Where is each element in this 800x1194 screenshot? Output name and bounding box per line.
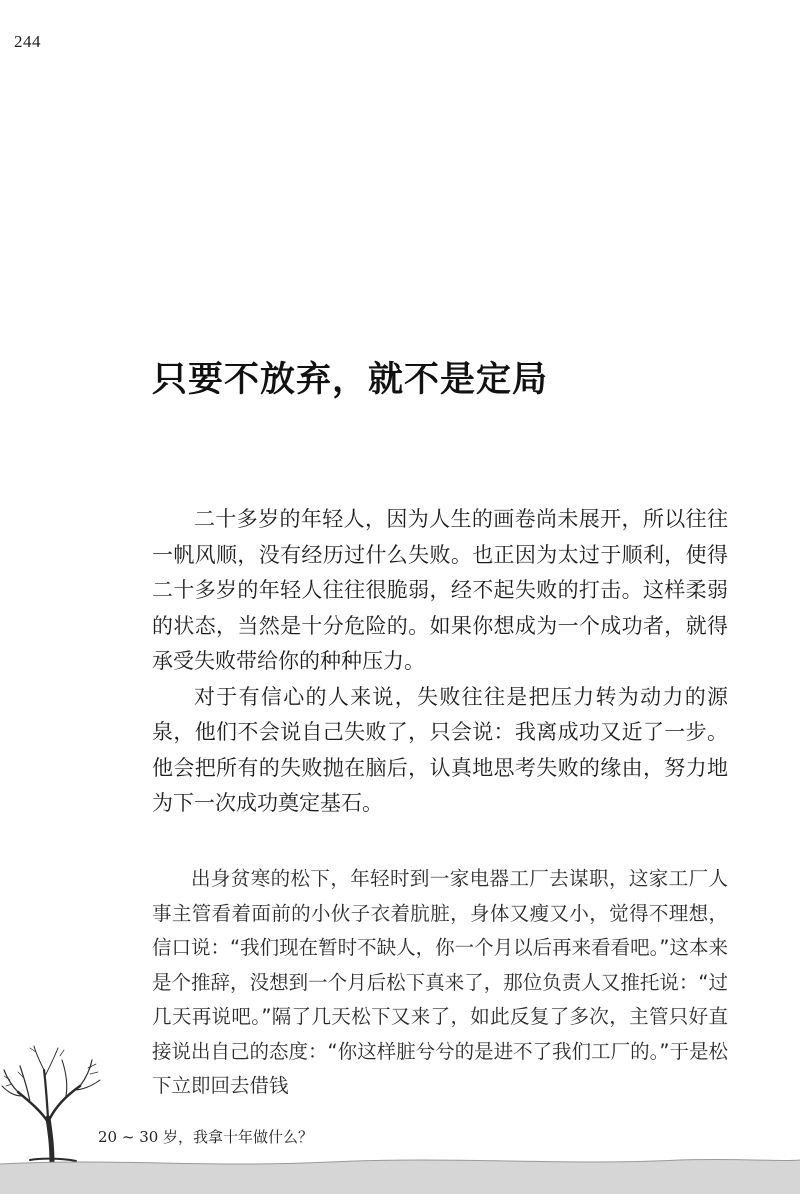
page-number: 244 [14,32,41,51]
chapter-title: 只要不放弃，就不是定局 [152,360,549,400]
paragraph: 对于有信心的人来说，失败往往是把压力转为动力的源泉，他们不会说自己失败了，只会说：我离成功又近了一步。他会把所有的失败抛在脑后，认真地思考失败的缘由，努力地为下一次成功奠定基石。 [152,684,728,815]
running-footer: 20 ~ 30 岁，我拿十年做什么？ [98,1128,314,1146]
essay-body [152,502,728,822]
bare-tree-illustration [0,1040,110,1165]
paragraph: 出身贫寒的松下，年轻时到一家电器工厂去谋职，这家工厂人事主管看着面前的小伙子衣着肮脏，身体又瘦又小，觉得不理想，信口说：“我们现在暂时不缺人，你一个月以后再来看看吧。”这本来是个推辞，没想到一个月后松下真来了，那位负责人又推托说：“过几天再说吧。”隔了几天松下又来了，如此反复了多次，主管只好直接说出自己的态度：“你这样脏兮兮的是进不了我们工厂的。”于是松下立即回去借钱 [152,867,728,1097]
footer-ground-band [0,1150,800,1194]
paragraph: 二十多岁的年轻人，因为人生的画卷尚未展开，所以往往一帆风顺，没有经历过什么失败。也正因为太过于顺利，使得二十多岁的年轻人往往很脆弱，经不起失败的打击。这样柔弱的状态，当然是十分危险的。如果你想成为一个成功者，就得承受失败带给你的种种压力。 [152,507,728,673]
story-body [152,862,728,1104]
